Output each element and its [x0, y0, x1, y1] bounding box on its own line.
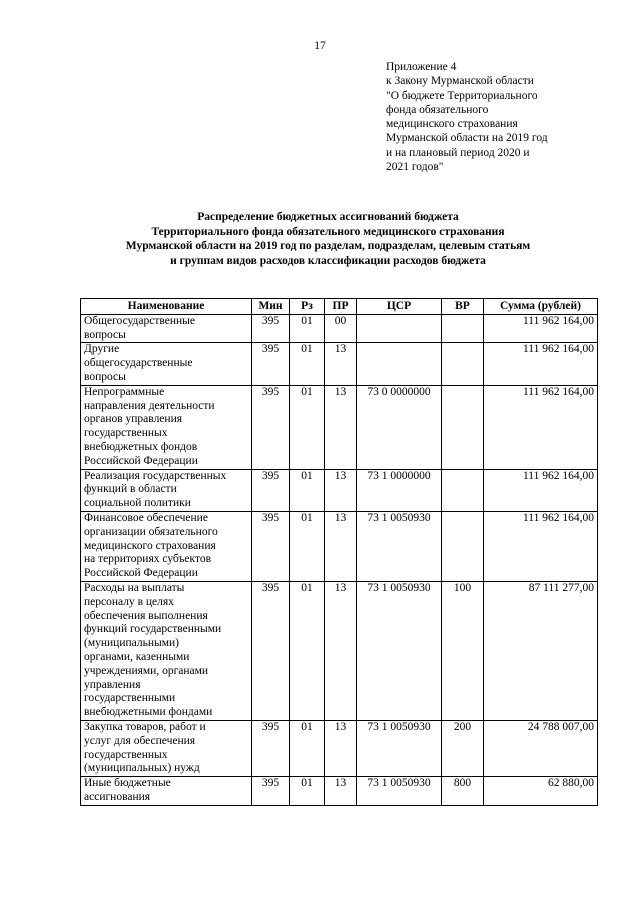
cell-vr — [442, 385, 484, 469]
cell-name-line: управления — [84, 678, 141, 691]
header-sum: Сумма (рублей) — [484, 299, 598, 315]
cell-vr — [442, 511, 484, 581]
cell-sum: 24 788 007,00 — [484, 720, 598, 776]
cell-name-line: организации обязательного — [84, 525, 218, 538]
appendix-line: Мурманской области на 2019 год — [386, 132, 548, 145]
appendix-line: "О бюджете Территориального — [386, 89, 538, 102]
appendix-note — [386, 60, 626, 174]
cell-name — [81, 343, 252, 385]
cell-name-line: государственными — [84, 692, 176, 705]
table-row — [81, 777, 598, 806]
cell-name-line: органов управления — [84, 413, 183, 426]
cell-sum: 87 111 277,00 — [484, 581, 598, 720]
cell-sum: 111 962 164,00 — [484, 314, 598, 343]
cell-name-line: общегосударственные — [84, 357, 193, 370]
table-row — [81, 385, 598, 469]
cell-rz: 01 — [290, 343, 325, 385]
cell-vr: 100 — [442, 581, 484, 720]
header-min: Мин — [252, 299, 290, 315]
budget-table — [80, 298, 598, 806]
cell-csr: 73 0 0000000 — [357, 385, 442, 469]
cell-name-line: органами, казенными — [84, 650, 190, 663]
appendix-line: фонда обязательного — [386, 103, 489, 116]
title-line: Распределение бюджетных ассигнований бюджета — [197, 211, 459, 223]
appendix-line: 2021 годов" — [386, 161, 444, 174]
cell-name-line: внебюджетных фондов — [84, 440, 198, 453]
cell-pr: 13 — [325, 385, 357, 469]
cell-rz: 01 — [290, 581, 325, 720]
document-title — [60, 210, 596, 268]
cell-name-line: ассигнования — [84, 790, 151, 803]
cell-name-line: Реализация государственных — [84, 469, 227, 482]
cell-name — [81, 581, 252, 720]
cell-name-line: (муниципальных) нужд — [84, 762, 200, 775]
title-line: Мурманской области на 2019 год по разделам, подразделам, целевым статьям — [125, 240, 531, 252]
appendix-line: и на плановый период 2020 и — [386, 146, 530, 159]
appendix-line: к Закону Мурманской области — [386, 75, 534, 88]
cell-name-line: функций государственными — [84, 623, 222, 636]
cell-name-line: обеспечения выполнения — [84, 609, 208, 622]
cell-name-line: Иные бюджетные — [84, 777, 171, 790]
cell-min: 395 — [252, 581, 290, 720]
cell-name-line: Расходы на выплаты — [84, 581, 185, 594]
cell-min: 395 — [252, 343, 290, 385]
cell-name-line: Финансовое обеспечение — [84, 511, 208, 524]
table-row — [81, 581, 598, 720]
cell-name-line: направления деятельности — [84, 399, 215, 412]
cell-pr: 13 — [325, 469, 357, 511]
cell-csr: 73 1 0050930 — [357, 511, 442, 581]
cell-name-line: (муниципальными) — [84, 637, 179, 650]
appendix-line: медицинского страхования — [386, 118, 518, 131]
cell-pr: 13 — [325, 511, 357, 581]
cell-pr: 13 — [325, 343, 357, 385]
cell-vr: 200 — [442, 720, 484, 776]
cell-rz: 01 — [290, 469, 325, 511]
cell-rz: 01 — [290, 314, 325, 343]
cell-name-line: социальной политики — [84, 497, 191, 510]
cell-csr: 73 1 0050930 — [357, 720, 442, 776]
cell-name — [81, 385, 252, 469]
cell-rz: 01 — [290, 777, 325, 806]
cell-sum: 111 962 164,00 — [484, 511, 598, 581]
header-name: Наименование — [81, 299, 252, 315]
cell-vr — [442, 469, 484, 511]
cell-vr — [442, 343, 484, 385]
cell-name — [81, 777, 252, 806]
cell-min: 395 — [252, 720, 290, 776]
cell-csr: 73 1 0050930 — [357, 777, 442, 806]
cell-pr: 13 — [325, 777, 357, 806]
table-row — [81, 720, 598, 776]
cell-sum: 111 962 164,00 — [484, 469, 598, 511]
table-header-row — [81, 299, 598, 315]
cell-sum: 62 880,00 — [484, 777, 598, 806]
cell-rz: 01 — [290, 511, 325, 581]
header-csr: ЦСР — [357, 299, 442, 315]
cell-name-line: медицинского страхования — [84, 539, 216, 552]
cell-name-line: функций в области — [84, 483, 177, 496]
cell-min: 395 — [252, 777, 290, 806]
cell-name-line: персоналу в целях — [84, 595, 174, 608]
cell-name-line: Российской Федерации — [84, 454, 198, 467]
cell-name-line: государственных — [84, 748, 168, 761]
cell-name — [81, 314, 252, 343]
table-body — [81, 314, 598, 805]
cell-pr: 13 — [325, 720, 357, 776]
cell-name — [81, 720, 252, 776]
cell-min: 395 — [252, 314, 290, 343]
cell-name — [81, 469, 252, 511]
cell-name-line: государственных — [84, 427, 168, 440]
cell-name-line: вопросы — [84, 328, 126, 341]
cell-name-line: вопросы — [84, 370, 126, 383]
cell-csr — [357, 343, 442, 385]
cell-rz: 01 — [290, 385, 325, 469]
cell-name-line: Непрограммные — [84, 385, 165, 398]
table-row — [81, 314, 598, 343]
cell-name — [81, 511, 252, 581]
cell-rz: 01 — [290, 720, 325, 776]
cell-name-line: Российской Федерации — [84, 567, 198, 580]
header-pr: ПР — [325, 299, 357, 315]
cell-name-line: Общегосударственные — [84, 314, 196, 327]
header-vr: ВР — [442, 299, 484, 315]
cell-min: 395 — [252, 385, 290, 469]
cell-pr: 00 — [325, 314, 357, 343]
cell-min: 395 — [252, 469, 290, 511]
cell-vr — [442, 314, 484, 343]
cell-name-line: учреждениями, органами — [84, 664, 209, 677]
cell-name-line: Закупка товаров, работ и — [84, 720, 206, 733]
cell-sum: 111 962 164,00 — [484, 385, 598, 469]
cell-sum: 111 962 164,00 — [484, 343, 598, 385]
appendix-line: Приложение 4 — [386, 61, 457, 73]
title-line: Территориального фонда обязательного медицинского страхования — [151, 225, 505, 238]
cell-pr: 13 — [325, 581, 357, 720]
cell-csr: 73 1 0000000 — [357, 469, 442, 511]
title-line: и группам видов расходов классификации расходов бюджета — [170, 254, 486, 267]
cell-name-line: Другие — [84, 343, 120, 356]
cell-csr — [357, 314, 442, 343]
cell-name-line: внебюджетными фондами — [84, 706, 213, 719]
table-row — [81, 511, 598, 581]
table-row — [81, 469, 598, 511]
cell-name-line: на территориях субъектов — [84, 553, 212, 566]
page-number: 17 — [314, 40, 326, 52]
table-row — [81, 343, 598, 385]
header-rz: Рз — [290, 299, 325, 315]
cell-vr: 800 — [442, 777, 484, 806]
cell-csr: 73 1 0050930 — [357, 581, 442, 720]
cell-min: 395 — [252, 511, 290, 581]
cell-name-line: услуг для обеспечения — [84, 734, 196, 747]
